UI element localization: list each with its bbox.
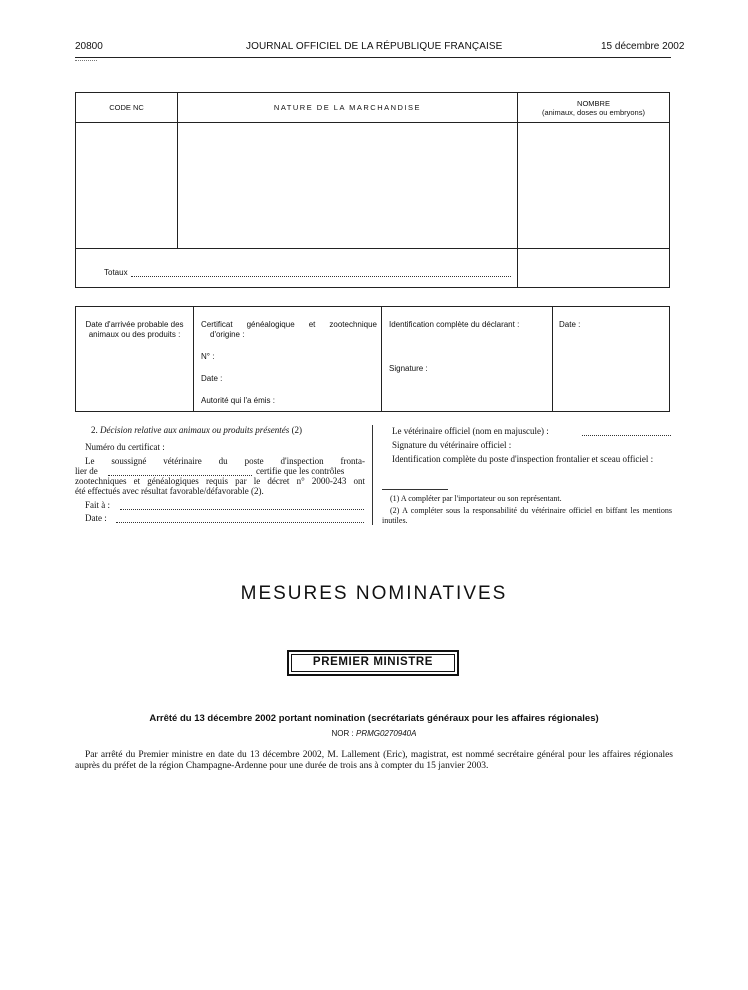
col-divider <box>193 307 194 411</box>
soussigne-line-1: Le soussigné vétérinaire du poste d'inspection fronta- <box>85 456 365 466</box>
certificat-line-2: d'origine : <box>210 329 245 339</box>
page-number: 20800 <box>75 41 103 52</box>
col-divider <box>552 307 553 411</box>
header-rule <box>75 57 671 58</box>
col-header-nombre-sub: (animaux, doses ou embryons) <box>542 108 645 117</box>
certificat-no-label: N° : <box>201 352 215 361</box>
soussigne-line-3: zootechniques et généalogiques requis par le décret n° 2000-243 ont <box>75 476 365 486</box>
numero-certificat-label: Numéro du certificat : <box>85 442 165 452</box>
journal-title: JOURNAL OFFICIEL DE LA RÉPUBLIQUE FRANÇAISE <box>246 41 503 52</box>
totals-row-divider <box>76 248 669 249</box>
footnote-1: (1) A compléter par l'importateur ou son représentant. <box>390 494 562 503</box>
signature-label: Signature : <box>389 364 428 373</box>
col-divider <box>177 93 178 248</box>
decision-date-label: Date : <box>85 513 107 523</box>
soussigne-line-2a: lier de <box>75 466 98 476</box>
decision-date-dotted-line <box>116 522 364 523</box>
nor-label: NOR : <box>331 729 354 738</box>
date-arrivee-label: Date d'arrivée probable des animaux ou des produits : <box>85 320 184 339</box>
identification-declarant-label: Identification complète du déclarant : <box>389 320 520 329</box>
footnote-2: (2) A compléter sous la responsabilité du vétérinaire officiel en biffant les mentions inutiles. <box>382 506 672 525</box>
goods-table <box>75 92 670 288</box>
signature-veterinaire-label: Signature du vétérinaire officiel : <box>392 440 512 450</box>
header-row-divider <box>76 122 669 123</box>
nor-value: PRMG0270940A <box>355 729 417 738</box>
col-header-nombre <box>518 99 669 117</box>
soussigne-line-2b: certifie que les contrôles <box>256 466 345 476</box>
declarant-table <box>75 306 670 412</box>
column-separator <box>372 425 373 525</box>
col-header-nature: NATURE DE LA MARCHANDISE <box>273 103 422 112</box>
decision-number: 2. <box>91 425 98 435</box>
soussigne-line-4: été effectués avec résultat favorable/défavorable (2). <box>75 486 264 496</box>
decision-title-text: Décision relative aux animaux ou produits présentés <box>100 425 290 435</box>
footnote-rule <box>382 489 448 490</box>
ministry-box <box>287 650 459 676</box>
arrete-title: Arrêté du 13 décembre 2002 portant nomination (secrétariats généraux pour les affaires régionales) <box>149 713 599 724</box>
date-right-label: Date : <box>559 320 581 329</box>
fait-a-label: Fait à : <box>85 500 110 510</box>
section-title: MESURES NOMINATIVES <box>240 583 508 604</box>
veterinaire-nom-dotted-line <box>582 435 671 436</box>
decision-title <box>91 425 302 436</box>
col-divider <box>381 307 382 411</box>
totaux-label: Totaux <box>104 268 128 277</box>
identification-poste-label: Identification complète du poste d'inspection frontalier et sceau officiel : <box>392 454 654 464</box>
certificat-line-1: Certificat généalogique et zootechnique <box>201 320 377 329</box>
certificat-date-label: Date : <box>201 374 223 383</box>
header-dash <box>75 60 97 61</box>
nor-line <box>0 729 748 738</box>
col-header-nombre-title: NOMBRE <box>577 99 610 108</box>
autorite-label: Autorité qui l'a émis : <box>201 396 276 405</box>
header-date: 15 décembre 2002 <box>601 41 685 52</box>
arrete-body: Par arrêté du Premier ministre en date du 13 décembre 2002, M. Lallement (Eric), magistrat, est nommé secrétaire général pour les affaires régionales auprès du préfet de la région Champagne-Ardenne pour une durée de trois ans à compter du 15 janvier 2003. <box>75 750 673 771</box>
veterinaire-nom-label: Le vétérinaire officiel (nom en majuscule) : <box>392 426 549 436</box>
totaux-dotted-line <box>131 276 511 277</box>
fait-a-dotted-line <box>120 509 364 510</box>
certificat-label <box>201 320 377 339</box>
col-header-code-nc: CODE NC <box>109 103 144 112</box>
decision-title-ref: (2) <box>291 425 303 435</box>
ministry-title: PREMIER MINISTRE <box>312 656 434 668</box>
